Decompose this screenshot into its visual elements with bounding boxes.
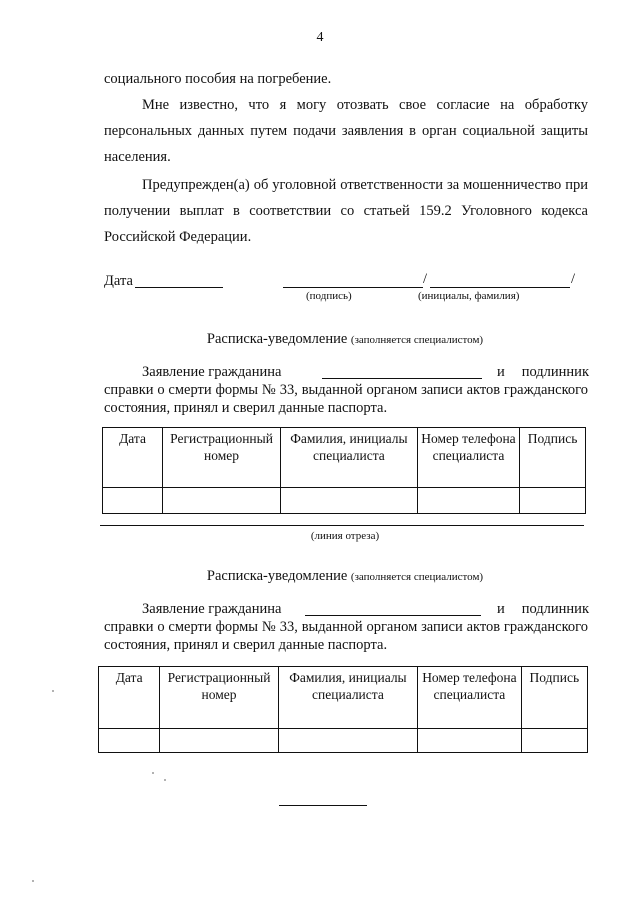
receipt-2-cell-date[interactable] <box>99 729 160 753</box>
receipt-1-applicant-label: Заявление гражданина <box>142 364 282 380</box>
receipt-2-title <box>0 563 640 590</box>
receipt-2-title-text: Расписка-уведомление <box>206 568 348 584</box>
receipt-1-text-line-3: состояния, принял и сверил данные паспорта. <box>104 400 388 416</box>
signature-blank-line[interactable] <box>283 287 423 288</box>
receipt-1-col-specialist-name: Фамилия, инициалы специалиста <box>281 428 418 488</box>
scan-speck <box>152 772 154 774</box>
receipt-2-text-line-2: справки о смерти формы № 33, выданной органом записи актов гражданского <box>104 619 588 635</box>
name-caption: (инициалы, фамилия) <box>418 290 520 302</box>
receipt-1-cell-reg-number[interactable] <box>163 488 281 514</box>
cut-line <box>100 525 584 526</box>
receipt-2-cell-specialist-name[interactable] <box>278 729 417 753</box>
name-closing-slash: / <box>571 271 576 287</box>
receipt-2-header-row <box>99 667 588 729</box>
date-label: Дата <box>104 273 133 289</box>
receipt-2-col-signature: Подпись <box>521 667 587 729</box>
table-row <box>103 488 586 514</box>
receipt-2-text-line-3: состояния, принял и сверил данные паспорта. <box>104 637 388 653</box>
scan-speck <box>32 880 34 882</box>
receipt-1-col-reg-number: Регистрационный номер <box>163 428 281 488</box>
receipt-2-col-date: Дата <box>99 667 160 729</box>
receipt-2-table <box>98 666 588 753</box>
receipt-2-applicant-name-line[interactable] <box>305 615 481 616</box>
cut-line-caption: (линия отреза) <box>310 530 380 542</box>
liability-warning-line-2: получении выплат в соответствии со статьей 159.2 Уголовного кодекса <box>104 203 588 219</box>
receipt-2-cell-reg-number[interactable] <box>160 729 278 753</box>
page-number: 4 <box>316 30 324 45</box>
intro-line-1: социального пособия на погребение. <box>104 71 332 87</box>
revoke-consent-line-2: персональных данных путем подачи заявления в орган социальной защиты <box>104 123 588 139</box>
signature-separator-slash: / <box>423 271 428 287</box>
closing-rule <box>279 805 367 806</box>
receipt-1-col-specialist-phone: Номер телефона специалиста <box>417 428 519 488</box>
receipt-2-applicant-label: Заявление гражданина <box>142 601 282 617</box>
scan-speck <box>52 690 54 692</box>
receipt-2-cell-specialist-phone[interactable] <box>418 729 521 753</box>
receipt-2-col-specialist-name: Фамилия, инициалы специалиста <box>278 667 417 729</box>
receipt-1-title-text: Расписка-уведомление <box>206 331 348 347</box>
receipt-2-original-label: и подлинник <box>497 601 589 617</box>
receipt-1-cell-specialist-name[interactable] <box>281 488 418 514</box>
receipt-1-original-label: и подлинник <box>497 364 589 380</box>
scan-speck <box>164 779 166 781</box>
receipt-2-cell-signature[interactable] <box>521 729 587 753</box>
receipt-2-col-specialist-phone: Номер телефона специалиста <box>418 667 521 729</box>
date-blank-line[interactable] <box>135 287 223 288</box>
receipt-2-col-reg-number: Регистрационный номер <box>160 667 278 729</box>
receipt-1-col-signature: Подпись <box>520 428 586 488</box>
receipt-1-table <box>102 427 586 514</box>
receipt-1-cell-signature[interactable] <box>520 488 586 514</box>
receipt-2-title-note: (заполняется специалистом) <box>350 571 484 583</box>
table-row <box>99 729 588 753</box>
name-blank-line[interactable] <box>430 287 570 288</box>
receipt-1-cell-specialist-phone[interactable] <box>417 488 519 514</box>
receipt-1-applicant-name-line[interactable] <box>322 378 482 379</box>
receipt-1-title-note: (заполняется специалистом) <box>350 334 484 346</box>
receipt-1-header-row <box>103 428 586 488</box>
signature-caption: (подпись) <box>306 290 352 302</box>
revoke-consent-line-1: Мне известно, что я могу отозвать свое согласие на обработку <box>142 97 588 113</box>
liability-warning-line-1: Предупрежден(а) об уголовной ответственности за мошенничество при <box>142 177 588 193</box>
revoke-consent-line-3: населения. <box>104 149 171 165</box>
receipt-1-title <box>0 326 640 353</box>
liability-warning-line-3: Российской Федерации. <box>104 229 252 245</box>
receipt-1-text-line-2: справки о смерти формы № 33, выданной органом записи актов гражданского <box>104 382 588 398</box>
receipt-1-cell-date[interactable] <box>103 488 163 514</box>
receipt-1-col-date: Дата <box>103 428 163 488</box>
